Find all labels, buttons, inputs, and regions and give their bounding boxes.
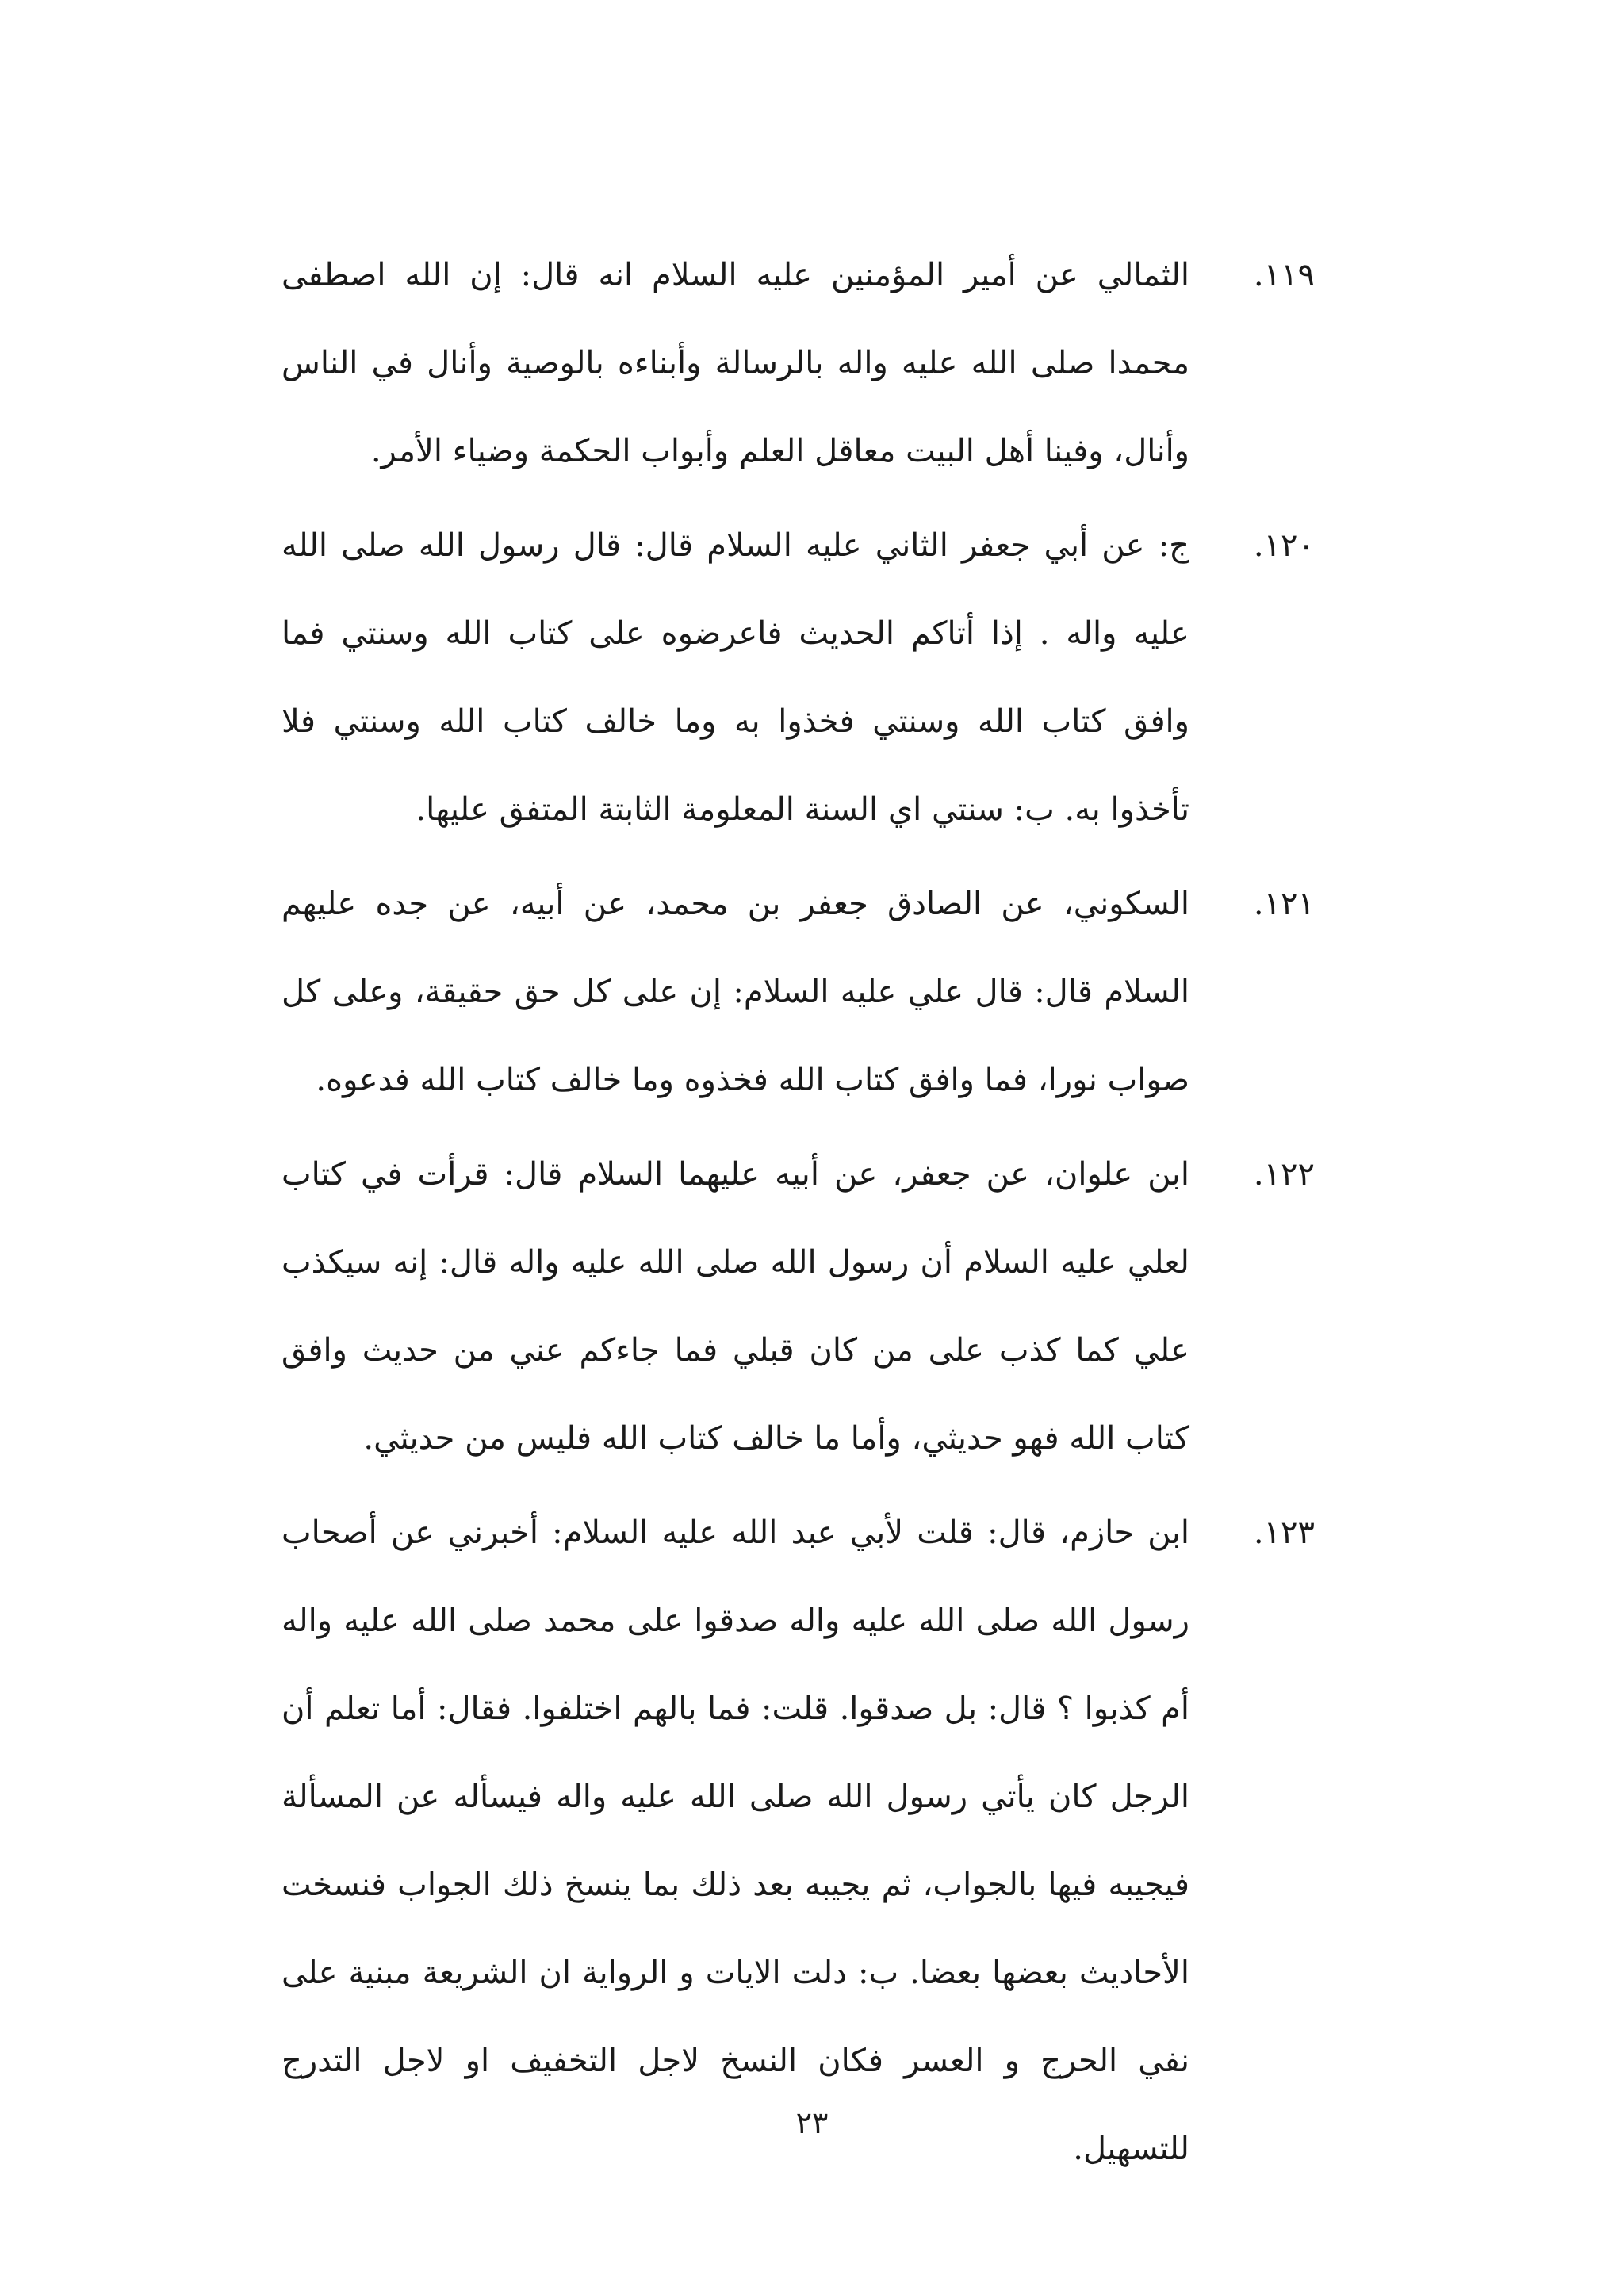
page-number: ٢٣: [795, 2105, 829, 2140]
hadith-text: ابن حازم، قال: قلت لأبي عبد الله عليه السلام: أخبرني عن أصحاب رسول الله صلى الله عليه واله صدقوا على محمد صلى الله عليه واله أم كذبوا ؟ قال: بل صدقوا. قلت: فما بالهم اختلفوا. فقال: أما تعلم أن الرجل كان يأتي رسول الله صلى الله عليه واله فيسأله عن المسألة فيجيبه فيها بالجواب، ثم يجيبه بعد ذلك بما ينسخ ذلك الجواب فنسخت الأحاديث بعضها بعضا. ب: دلت الايات و الرواية ان الشريعة مبنية على نفي الحرج و العسر فكان النسخ لاجل التخفيف او لاجل التدرج للتسهيل.: [282, 1515, 1189, 2167]
hadith-number: ١٢٣.: [1253, 1515, 1315, 1551]
hadith-text: ج: عن أبي جعفر الثاني عليه السلام قال: قال رسول الله صلى الله عليه واله . إذا أتاكم الحديث فاعرضوه على كتاب الله وسنتي فما وافق كتاب الله وسنتي فخذوا به وما خالف كتاب الله وسنتي فلا تأخذوا به. ب: سنتي اي السنة المعلومة الثابتة المتفق عليها.: [282, 527, 1189, 828]
hadith-entry-122: [282, 1131, 1315, 1483]
hadith-entry-121: [282, 860, 1315, 1124]
hadith-entry-120: [282, 502, 1315, 854]
hadith-number: ١٢٠.: [1253, 527, 1315, 564]
hadith-number: ١٢٢.: [1253, 1156, 1315, 1193]
hadith-number: ١٢١.: [1253, 886, 1315, 922]
hadith-entry-123: [282, 1489, 1315, 2193]
hadith-text: الثمالي عن أمير المؤمنين عليه السلام انه قال: إن الله اصطفى محمدا صلى الله عليه واله بالرسالة وأبناءه بالوصية وأنال في الناس وأنال، وفينا أهل البيت معاقل العلم وأبواب الحكمة وضياء الأمر.: [282, 257, 1189, 469]
hadith-number: ١١٩.: [1253, 257, 1315, 293]
hadith-text: السكوني، عن الصادق جعفر بن محمد، عن أبيه، عن جده عليهم السلام قال: قال علي عليه السلام: إن على كل حق حقيقة، وعلى كل صواب نورا، فما وافق كتاب الله فخذوه وما خالف كتاب الله فدعوه.: [282, 886, 1189, 1098]
hadith-text: ابن علوان، عن جعفر، عن أبيه عليهما السلام قال: قرأت في كتاب لعلي عليه السلام أن رسول الله صلى الله عليه واله قال: إنه سيكذب علي كما كذب على من كان قبلي فما جاءكم عني من حديث وافق كتاب الله فهو حديثي، وأما ما خالف كتاب الله فليس من حديثي.: [282, 1156, 1189, 1457]
hadith-entry-119: [282, 232, 1315, 496]
hadith-list: [282, 232, 1315, 2200]
